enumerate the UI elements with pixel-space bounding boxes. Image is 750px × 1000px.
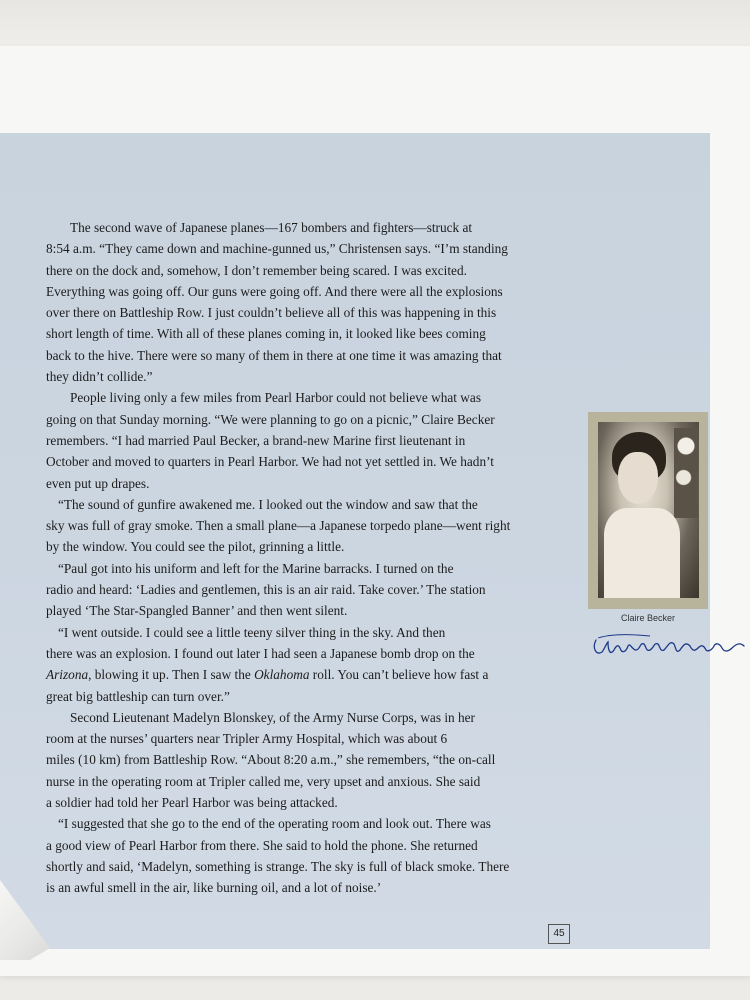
text-line: over there on Battleship Row. I just couldn’t believe all of this was happening in this — [46, 305, 497, 321]
text-line: great big battleship can turn over.” — [46, 688, 230, 704]
text-line: even put up drapes. — [46, 475, 150, 491]
photo-face — [618, 452, 658, 504]
paragraph — [46, 387, 576, 493]
text-line: The second wave of Japanese planes—167 bombers and fighters—struck at — [70, 220, 473, 235]
photo-blouse — [604, 508, 680, 598]
text-line: going on that Sunday morning. “We were planning to go on a picnic,” Claire Becker — [46, 411, 495, 427]
text-line: Second Lieutenant Madelyn Blonskey, of the Army Nurse Corps, was in her — [70, 709, 475, 725]
text-line: “The sound of gunfire awakened me. I looked out the window and saw that the — [58, 496, 478, 512]
text-line: a soldier had told her Pearl Harbor was being attacked. — [46, 795, 338, 811]
top-paper-strip — [0, 0, 750, 48]
text-line: there on the dock and, somehow, I don’t remember being scared. I was excited. — [46, 262, 467, 278]
text-line: Everything was going off. Our guns were going off. And there were all the explosions — [46, 283, 503, 299]
text-line: “Paul got into his uniform and left for the Marine barracks. I turned on the — [58, 560, 454, 576]
text-line: back to the hive. There were so many of them in there at one time it was amazing that — [46, 347, 502, 363]
text-line: nurse in the operating room at Tripler called me, very upset and anxious. She said — [46, 773, 481, 789]
page-number: 45 — [548, 924, 570, 944]
text-line: “I suggested that she go to the end of the operating room and look out. There was — [58, 816, 491, 832]
paragraph — [46, 813, 576, 898]
photo-flowers — [674, 428, 698, 518]
paragraph — [46, 558, 576, 622]
text-line: 8:54 a.m. “They came down and machine-gunned us,” Christensen says. “I’m standing — [46, 241, 508, 257]
text-line: played ‘The Star-Spangled Banner’ and then went silent. — [46, 603, 348, 619]
paragraph — [46, 217, 576, 387]
paragraph — [46, 622, 576, 707]
text-line: by the window. You could see the pilot, grinning a little. — [46, 539, 345, 555]
text-line: shortly and said, ‘Madelyn, something is strange. The sky is full of black smoke. There — [46, 858, 510, 874]
text-line: People living only a few miles from Pearl Harbor could not believe what was — [70, 390, 481, 406]
text-line: “I went outside. I could see a little teeny silver thing in the sky. And then — [58, 624, 446, 640]
text-line: Arizona, blowing it up. Then I saw the Oklahoma roll. You can’t believe how fast a — [46, 667, 489, 683]
text-line: they didn’t collide.” — [46, 369, 153, 385]
text-line: room at the nurses’ quarters near Tripler Army Hospital, which was about 6 — [46, 731, 448, 747]
text-line: there was an explosion. I found out later I had seen a Japanese bomb drop on the — [46, 645, 475, 661]
text-line: October and moved to quarters in Pearl Harbor. We had not yet settled in. We hadn’t — [46, 454, 494, 470]
text-line: is an awful smell in the air, like burning oil, and a lot of noise.’ — [46, 880, 382, 896]
paragraph — [46, 494, 576, 558]
text-line: remembers. “I had married Paul Becker, a brand-new Marine first lieutenant in — [46, 432, 466, 448]
text-line: short length of time. With all of these planes coming in, it looked like bees coming — [46, 326, 486, 342]
article-body — [46, 217, 576, 899]
handwritten-signature — [590, 630, 750, 664]
photo-frame — [588, 412, 708, 609]
text-line: miles (10 km) from Battleship Row. “About 8:20 a.m.,” she remembers, “the on-call — [46, 752, 496, 768]
text-line: a good view of Pearl Harbor from there. She said to hold the phone. She returned — [46, 837, 478, 853]
text-line: sky was full of gray smoke. Then a small plane—a Japanese torpedo plane—went right — [46, 518, 511, 534]
paragraph — [46, 707, 576, 813]
text-line: radio and heard: ‘Ladies and gentlemen, this is an air raid. Take cover.’ The station — [46, 582, 486, 598]
photo-caption: Claire Becker — [620, 613, 676, 623]
portrait-photo — [598, 422, 699, 598]
